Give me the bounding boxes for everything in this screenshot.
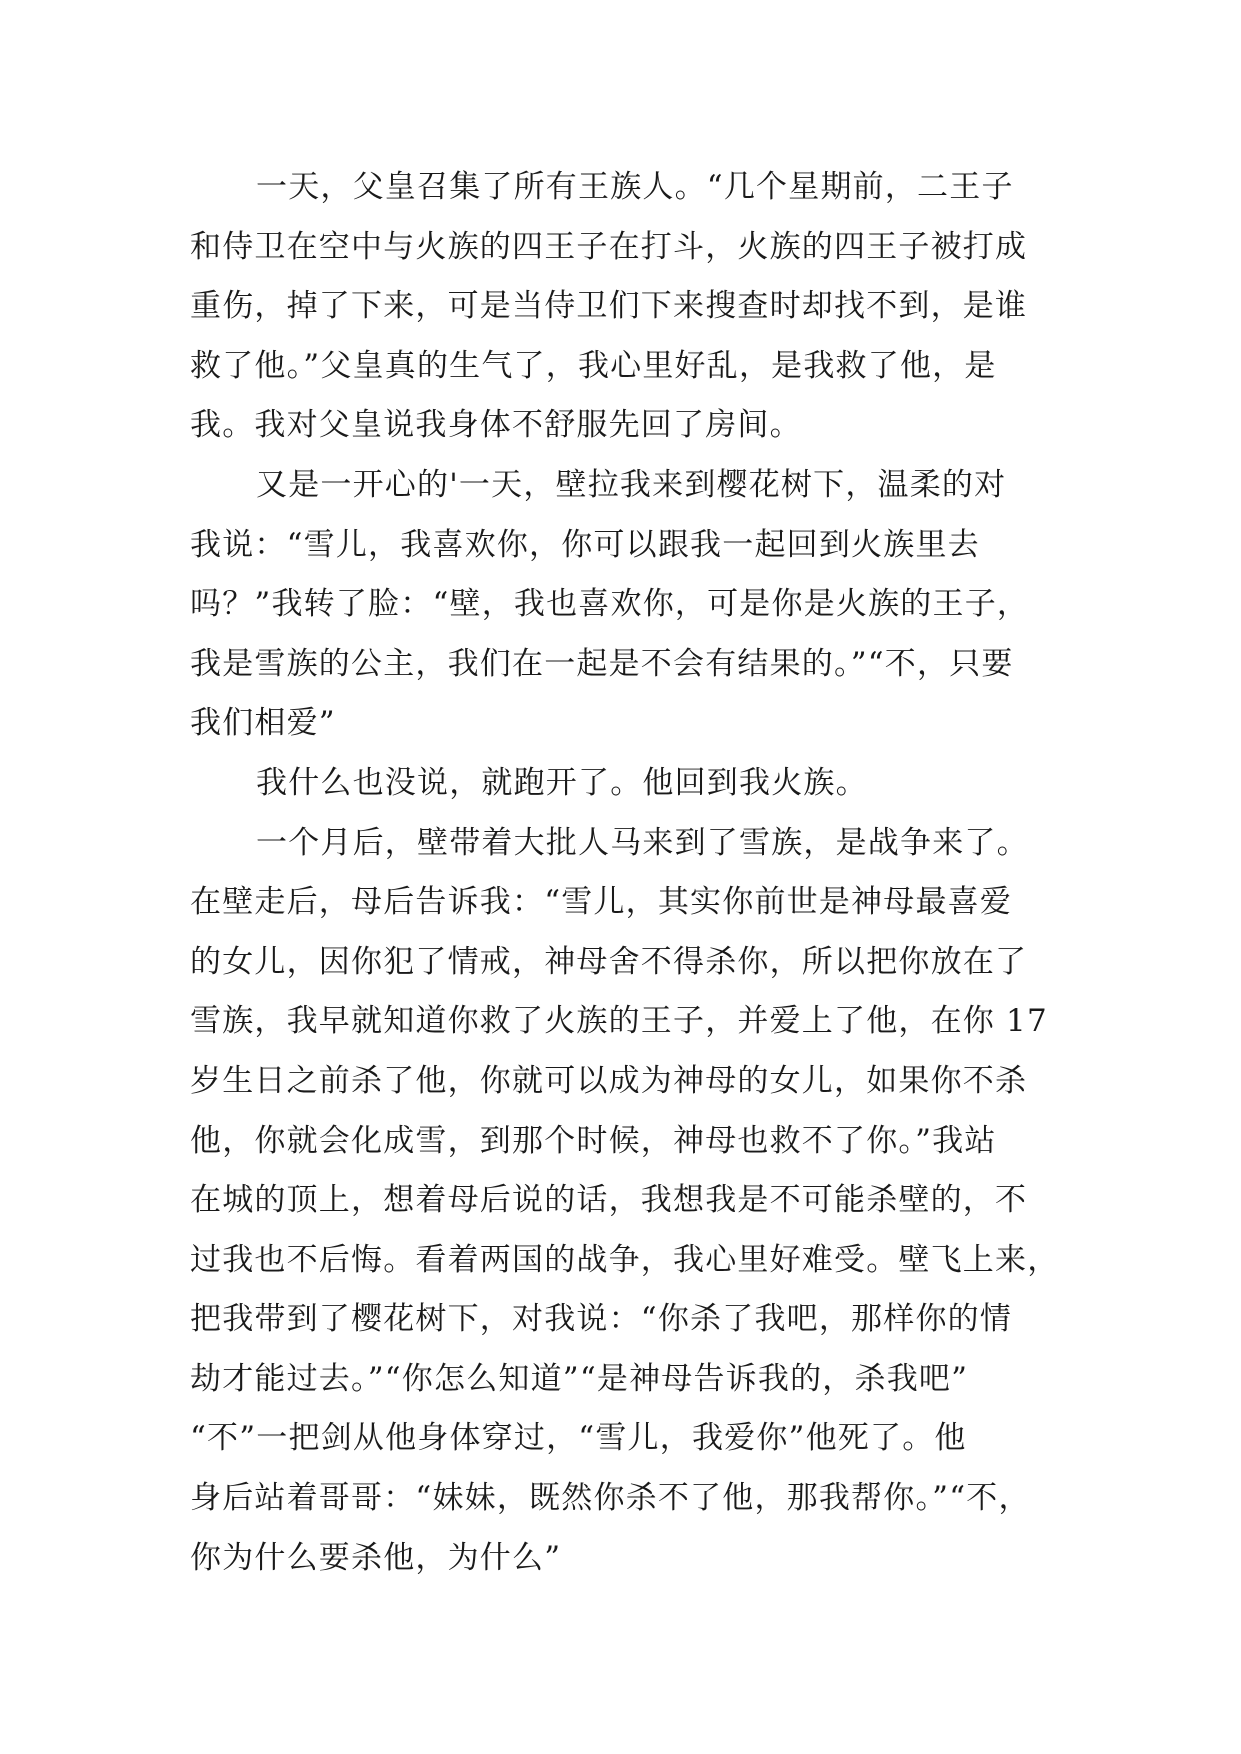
text-line: 一个月后，壁带着大批人马来到了雪族，是战争来了。 [256,824,1029,861]
text-line: 在城的顶上，想着母后说的话，我想我是不可能杀壁的，不 [190,1182,1028,1219]
text-line: 的女儿，因你犯了情戒，神母舍不得杀你，所以把你放在了 [190,943,1028,980]
text-line: 又是一开心的'一天，壁拉我来到樱花树下，温柔的对 [256,466,1007,503]
text-line: 重伤，掉了下来，可是当侍卫们下来搜查时却找不到，是谁 [190,288,1028,325]
text-line: 劫才能过去。”“你怎么知道”“是神母告诉我的，杀我吧” [190,1360,969,1397]
text-line: 和侍卫在空中与火族的四王子在打斗，火族的四王子被打成 [190,228,1028,265]
text-line: 一天，父皇召集了所有王族人。“几个星期前，二王子 [256,169,1014,205]
body-text [190,158,1070,1588]
text-line: 吗？”我转了脸：“壁，我也喜欢你，可是你是火族的王子， [190,586,1030,623]
text-line: 救了他。”父皇真的生气了，我心里好乱，是我救了他，是 [190,347,997,384]
text-line: 我说：“雪儿，我喜欢你，你可以跟我一起回到火族里去 [190,526,980,563]
text-line: 身后站着哥哥：“妹妹，既然你杀不了他，那我帮你。”“不， [190,1480,1031,1517]
text-line: 在壁走后，母后告诉我：“雪儿，其实你前世是神母最喜爱 [190,884,1013,921]
text-line: 我是雪族的公主，我们在一起是不会有结果的。”“不，只要 [190,645,1014,682]
text-line: 把我带到了樱花树下，对我说：“你杀了我吧，那样你的情 [190,1301,1013,1338]
text-line: 过我也不后悔。看着两国的战争，我心里好难受。壁飞上来， [190,1241,1060,1278]
text-line: 他，你就会化成雪，到那个时候，神母也救不了你。”我站 [190,1122,997,1159]
text-line: “不”一把剑从他身体穿过，“雪儿，我爱你”他死了。他 [190,1420,967,1457]
text-line: 我。我对父皇说我身体不舒服先回了房间。 [190,407,802,444]
text-line: 岁生日之前杀了他，你就可以成为神母的女儿，如果你不杀 [190,1062,1028,1099]
text-line: 我什么也没说，就跑开了。他回到我火族。 [256,764,868,801]
text-line: 雪族，我早就知道你救了火族的王子，并爱上了他，在你 17 [190,1003,1048,1040]
text-line: 你为什么要杀他，为什么” [190,1539,562,1576]
text-line: 我们相爱” [190,705,336,742]
